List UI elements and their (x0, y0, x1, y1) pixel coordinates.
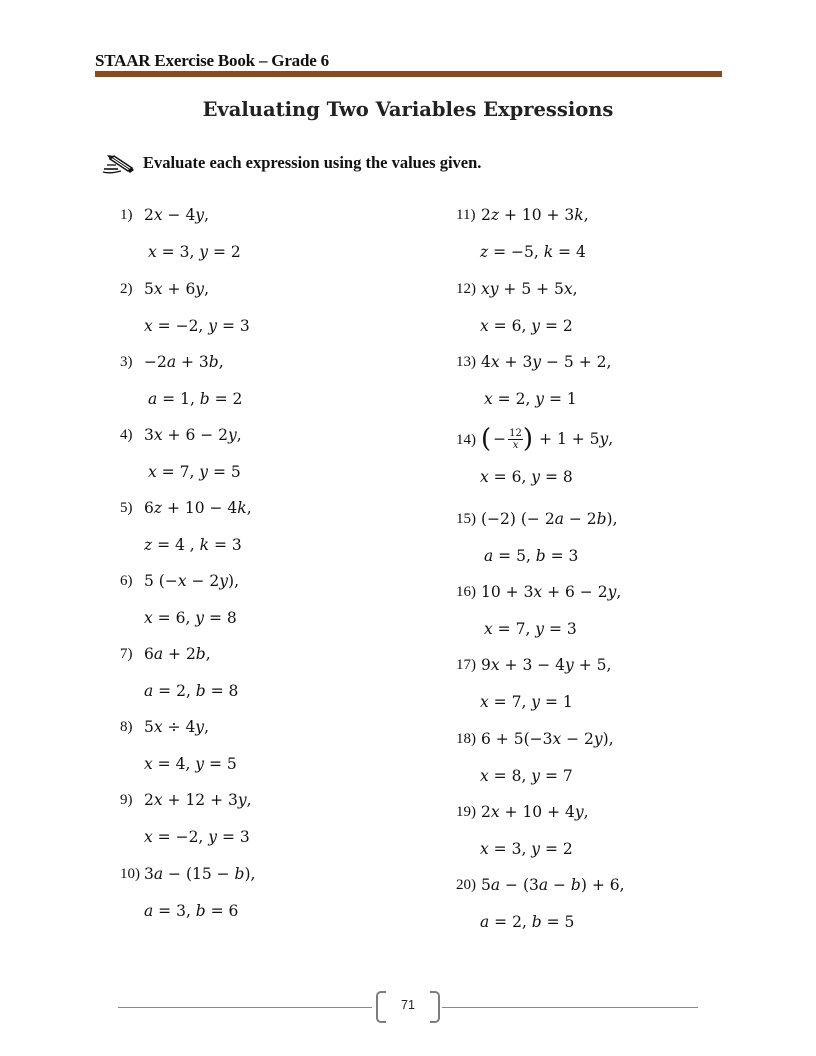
problem-expression: 10 + 3𝑥 + 6 − 2𝑦, (481, 583, 622, 601)
problem-values: 𝑥 = −2, 𝑦 = 3 (144, 828, 250, 846)
problem-number: 4) (120, 427, 133, 443)
problem-values: 𝑥 = 7, 𝑦 = 5 (148, 463, 241, 481)
problem-expression: 2𝑥 + 10 + 4𝑦, (481, 803, 589, 821)
problem-expression: 5 (−𝑥 − 2𝑦), (144, 572, 239, 590)
problem-expression: 6𝑧 + 10 − 4𝑘, (144, 499, 252, 517)
problem-number: 14) (456, 432, 476, 448)
problem-expression: 2𝑥 − 4𝑦, (144, 206, 209, 224)
problem-values: 𝑥 = 4, 𝑦 = 5 (144, 755, 237, 773)
instruction-text: Evaluate each expression using the values given. (143, 153, 482, 172)
problem-expression (481, 424, 613, 454)
problem-expression: −2𝑎 + 3𝑏, (144, 353, 224, 371)
problem-values: 𝑎 = 2, 𝑏 = 5 (480, 913, 575, 931)
problem-values: 𝑥 = 7, 𝑦 = 1 (480, 693, 573, 711)
page-number: 71 (401, 998, 415, 1012)
problem-values: 𝑧 = 4 , 𝑘 = 3 (144, 536, 242, 554)
right-paren: ) (522, 424, 534, 454)
fraction-denominator: 𝑥 (512, 439, 519, 451)
problem-number: 7) (120, 646, 133, 662)
problem-values: 𝑥 = 6, 𝑦 = 8 (144, 609, 237, 627)
problem-number: 3) (120, 354, 133, 370)
problem-number: 1) (120, 207, 133, 223)
page-title: Evaluating Two Variables Expressions (202, 98, 614, 121)
fraction (508, 428, 523, 451)
problem-number: 13) (456, 354, 476, 370)
problem-number: 16) (456, 584, 476, 600)
problem-values: 𝑥 = 6, 𝑦 = 2 (480, 317, 573, 335)
problem-values: 𝑥 = 7, 𝑦 = 3 (484, 620, 577, 638)
problem-number: 12) (456, 281, 476, 297)
fraction-numerator: 12 (509, 427, 522, 439)
footer-line-right (442, 1007, 698, 1008)
problem-expression: 2𝑥 + 12 + 3𝑦, (144, 791, 252, 809)
problem-values: 𝑎 = 2, 𝑏 = 8 (144, 682, 239, 700)
problem-values: 𝑥 = 3, 𝑦 = 2 (148, 243, 241, 261)
problem-expression: 6 + 5(−3𝑥 − 2𝑦), (481, 730, 614, 748)
left-paren: ( (481, 424, 492, 454)
problem-number: 11) (456, 207, 476, 223)
problem-expression: 5𝑥 ÷ 4𝑦, (144, 718, 209, 736)
problem-number: 15) (456, 511, 476, 527)
problem-values: 𝑥 = −2, 𝑦 = 3 (144, 317, 250, 335)
problem-number: 5) (120, 500, 133, 516)
problem-expression: 𝑥𝑦 + 5 + 5𝑥, (481, 280, 578, 298)
problem-number: 6) (120, 573, 133, 589)
problem-number: 20) (456, 877, 476, 893)
problem-number: 8) (120, 719, 133, 735)
footer-line-left (118, 1007, 372, 1008)
problem-number: 19) (456, 804, 476, 820)
problem-number: 2) (120, 281, 133, 297)
expression-rest: + 1 + 5𝑦, (539, 430, 614, 448)
problem-expression: (−2) (− 2𝑎 − 2𝑏), (481, 510, 618, 528)
header-rule (95, 71, 722, 77)
footer-bracket-left (376, 991, 386, 1023)
problem-values: 𝑎 = 3, 𝑏 = 6 (144, 902, 239, 920)
pencil-writing-icon (101, 152, 135, 174)
problem-number: 17) (456, 657, 476, 673)
minus-sign: − (493, 430, 507, 448)
problem-expression: 5𝑥 + 6𝑦, (144, 280, 209, 298)
problem-values: 𝑧 = −5, 𝑘 = 4 (480, 243, 586, 261)
problem-values: 𝑎 = 5, 𝑏 = 3 (484, 547, 579, 565)
problem-values: 𝑥 = 2, 𝑦 = 1 (484, 390, 577, 408)
problem-number: 10) (120, 866, 140, 882)
problem-expression: 9𝑥 + 3 − 4𝑦 + 5, (481, 656, 612, 674)
problem-number: 9) (120, 792, 133, 808)
problem-number: 18) (456, 731, 476, 747)
footer-bracket-right (430, 991, 440, 1023)
problem-expression: 4𝑥 + 3𝑦 − 5 + 2, (481, 353, 612, 371)
problem-expression: 3𝑎 − (15 − 𝑏), (144, 865, 256, 883)
problem-expression: 5𝑎 − (3𝑎 − 𝑏) + 6, (481, 876, 625, 894)
instruction (101, 150, 481, 176)
problem-values: 𝑥 = 8, 𝑦 = 7 (480, 767, 573, 785)
header-title: STAAR Exercise Book – Grade 6 (95, 51, 329, 70)
problem-expression: 2𝑧 + 10 + 3𝑘, (481, 206, 589, 224)
problem-expression: 6𝑎 + 2𝑏, (144, 645, 211, 663)
problem-values: 𝑥 = 3, 𝑦 = 2 (480, 840, 573, 858)
problem-expression: 3𝑥 + 6 − 2𝑦, (144, 426, 242, 444)
problem-values: 𝑎 = 1, 𝑏 = 2 (148, 390, 243, 408)
problem-values: 𝑥 = 6, 𝑦 = 8 (480, 468, 573, 486)
